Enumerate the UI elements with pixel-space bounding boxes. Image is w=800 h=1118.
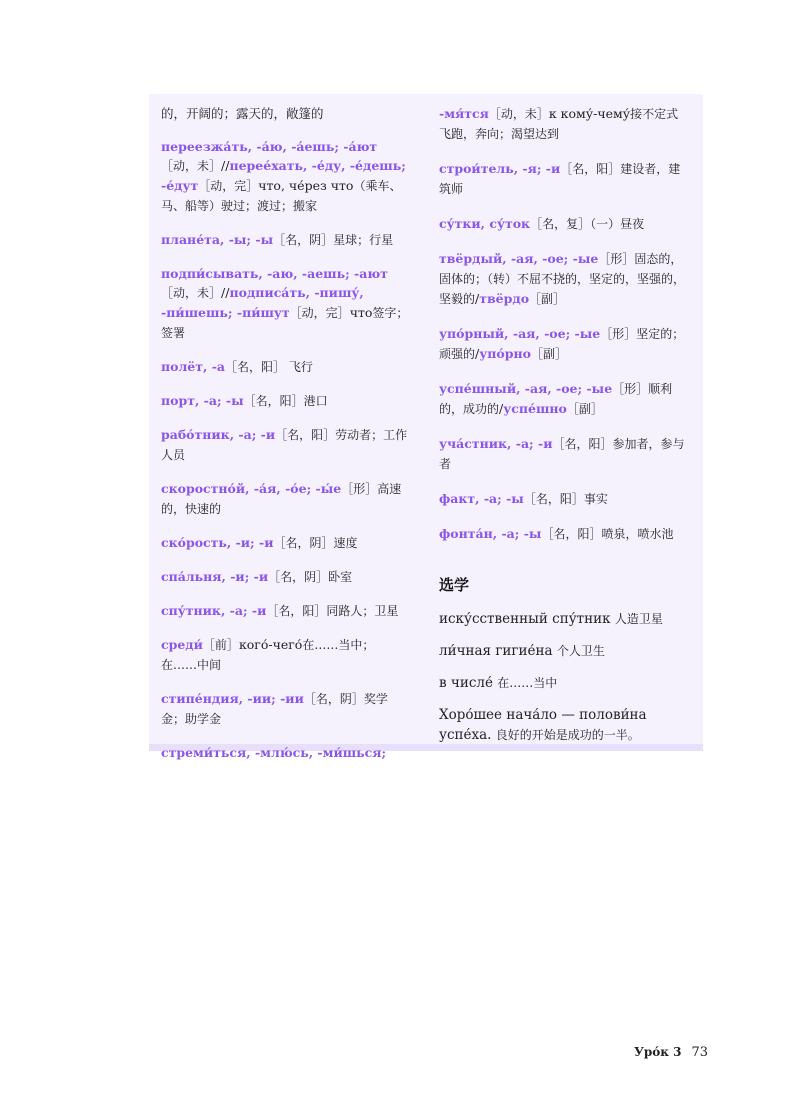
headword: твёрдый, -ая, -ое; -ые	[439, 251, 599, 266]
vocab-column-left	[161, 104, 409, 776]
headword: перее́хать, -е́ду, -е́дешь; -е́дут	[161, 158, 406, 193]
russian-text: 的，开阔的；露天的，敞篷的	[161, 106, 324, 121]
vocab-entry	[439, 489, 691, 509]
chinese-gloss: ［名，阳］ 飞行	[225, 360, 313, 374]
russian-text: кого́-чего́	[238, 637, 303, 652]
vocab-entry	[161, 533, 409, 553]
russian-text: //	[221, 285, 230, 300]
chinese-gloss: ［形］固态的，固体的；（转）不屈不挠的，坚定的，坚强的，坚毅的	[439, 252, 686, 306]
lesson-label: Уро́к 3	[634, 1045, 682, 1059]
russian-text: что	[349, 305, 373, 320]
chinese-gloss: ［动，未］	[161, 286, 222, 300]
chinese-gloss: ［动，完］	[198, 179, 259, 193]
chinese-gloss: ［动，未］	[488, 107, 549, 121]
russian-text: Хоро́шее нача́ло — полови́на успе́ха.	[439, 707, 647, 743]
chinese-gloss: ［名，阴］速度	[273, 536, 358, 550]
headword: уча́стник, -а; -и	[439, 436, 553, 451]
page-number: 73	[691, 1045, 708, 1060]
page-footer	[634, 1045, 708, 1060]
russian-text: /	[475, 291, 480, 306]
phrase-item	[439, 641, 691, 661]
chinese-gloss: ［副］	[529, 292, 566, 306]
headword: рабо́тник, -а; -и	[161, 427, 276, 442]
phrase-item	[439, 705, 691, 745]
chinese-gloss: ［名，阴］卧室	[268, 570, 353, 584]
chinese-gloss: ［名，阳］参加者，参与者	[439, 437, 685, 471]
russian-text: что, че́рез что	[258, 178, 354, 193]
chinese-gloss: ［名，复］（一）昼夜	[530, 217, 645, 231]
headword: упо́рный, -ая, -ое; -ые	[439, 326, 601, 341]
russian-text: в числе́	[439, 675, 498, 691]
headword: плане́та, -ы; -ы	[161, 232, 274, 247]
headword: су́тки, су́ток	[439, 216, 531, 231]
vocab-entry	[161, 567, 409, 587]
chinese-gloss: ［名，阳］事实	[523, 492, 608, 506]
chinese-gloss: ［名，阳］同路人；卫星	[266, 604, 399, 618]
headword: строи́тель, -я; -и	[439, 161, 561, 176]
vocab-entry	[161, 104, 409, 123]
vocab-entry	[439, 524, 691, 544]
vocab-entry	[161, 357, 409, 377]
vocab-entry	[439, 159, 691, 199]
chinese-gloss: ［名，阳］建设者，建筑师	[439, 162, 681, 196]
vocab-entry	[161, 264, 409, 343]
vocab-entry	[439, 249, 691, 309]
vocab-entry	[161, 689, 409, 729]
headword: подпи́сывать, -аю, -аешь; -ают	[161, 266, 388, 281]
headword: успе́шный, -ая, -ое; -ые	[439, 381, 613, 396]
headword: стреми́ться, -млю́сь, -ми́шься;	[161, 745, 387, 760]
vocab-entry	[439, 104, 691, 144]
chinese-gloss: 接不定式 飞跑，奔向；渴望达到	[439, 107, 679, 141]
vocab-entry	[161, 743, 409, 762]
vocab-entry	[439, 434, 691, 474]
headword: успе́шно	[503, 401, 567, 416]
headword: спа́льня, -и; -и	[161, 569, 269, 584]
chinese-gloss: ［形］高速的，快速的	[161, 482, 402, 516]
chinese-gloss: ［形］顺利的，成功的	[439, 382, 673, 416]
chinese-gloss: ［形］坚定的；顽强的	[439, 327, 685, 361]
headword: порт, -а; -ы	[161, 393, 244, 408]
phrases-heading: 选学	[439, 576, 470, 594]
vocab-entry	[439, 214, 691, 234]
headword: фонта́н, -а; -ы	[439, 526, 542, 541]
vocab-entry	[161, 391, 409, 411]
chinese-gloss: 良好的开始是成功的一半。	[495, 728, 640, 742]
headword: стипе́ндия, -ии; -ии	[161, 691, 304, 706]
chinese-gloss: 签字；签署	[161, 306, 409, 340]
headword: факт, -а; -ы	[439, 491, 524, 506]
vocab-entry	[161, 425, 409, 465]
headword: среди́	[161, 637, 203, 652]
chinese-gloss: 人造卫星	[614, 612, 663, 626]
chinese-gloss: ［动，未］	[161, 159, 222, 173]
russian-text: /	[499, 401, 504, 416]
chinese-gloss: 个人卫生	[556, 644, 605, 658]
chinese-gloss: ［副］	[566, 402, 603, 416]
russian-text: //	[221, 158, 230, 173]
headword: подписа́ть, -пишу́, -пи́шешь; -пи́шут	[161, 285, 364, 320]
russian-text: иску́сственный спу́тник	[439, 611, 615, 627]
phrases-list	[439, 609, 691, 745]
headword: упо́рно	[479, 346, 531, 361]
headword: -мя́тся	[439, 106, 489, 121]
chinese-gloss: ［副］	[530, 347, 567, 361]
phrase-item	[439, 673, 691, 693]
headword: переезжа́ть, -а́ю, -а́ешь; -а́ют	[161, 139, 378, 154]
headword: полёт, -а	[161, 359, 225, 374]
headword: ско́рость, -и; -и	[161, 535, 274, 550]
chinese-gloss: ［名，阳］港口	[243, 394, 328, 408]
chinese-gloss: 在……当中	[497, 676, 558, 690]
vocab-entry	[161, 230, 409, 250]
vocab-entry	[161, 479, 409, 519]
chinese-gloss: ［名，阴］奖学金；助学金	[161, 692, 388, 726]
chinese-gloss: ［动，完］	[289, 306, 350, 320]
vocabulary-panel	[149, 94, 703, 760]
chinese-gloss: ［名，阴］星球；行星	[273, 233, 394, 247]
chinese-gloss: ［前］	[202, 638, 239, 652]
chinese-gloss: ［名，阳］劳动者；工作人员	[161, 428, 408, 462]
headword: спу́тник, -а; -и	[161, 603, 267, 618]
vocab-entry	[439, 324, 691, 364]
chinese-gloss: 在……当中；在……中间	[161, 638, 375, 672]
chinese-gloss: ［名，阳］喷泉，喷水池	[541, 527, 674, 541]
chinese-gloss: （乘车、马、船等）驶过；渡过；搬家	[161, 179, 402, 213]
headword: скоростно́й, -а́я, -о́е; -ы́е	[161, 481, 342, 496]
russian-text: /	[475, 346, 480, 361]
russian-text: ли́чная гигие́на	[439, 643, 557, 659]
vocab-column-right	[439, 104, 691, 757]
vocab-entry	[161, 635, 409, 675]
vocab-entry	[161, 601, 409, 621]
vocab-entry	[161, 137, 409, 216]
vocab-entry	[439, 379, 691, 419]
vocab-entries-right	[439, 104, 691, 544]
headword: твёрдо	[479, 291, 530, 306]
russian-text: к кому́-чему́	[548, 106, 631, 121]
phrase-item	[439, 609, 691, 629]
